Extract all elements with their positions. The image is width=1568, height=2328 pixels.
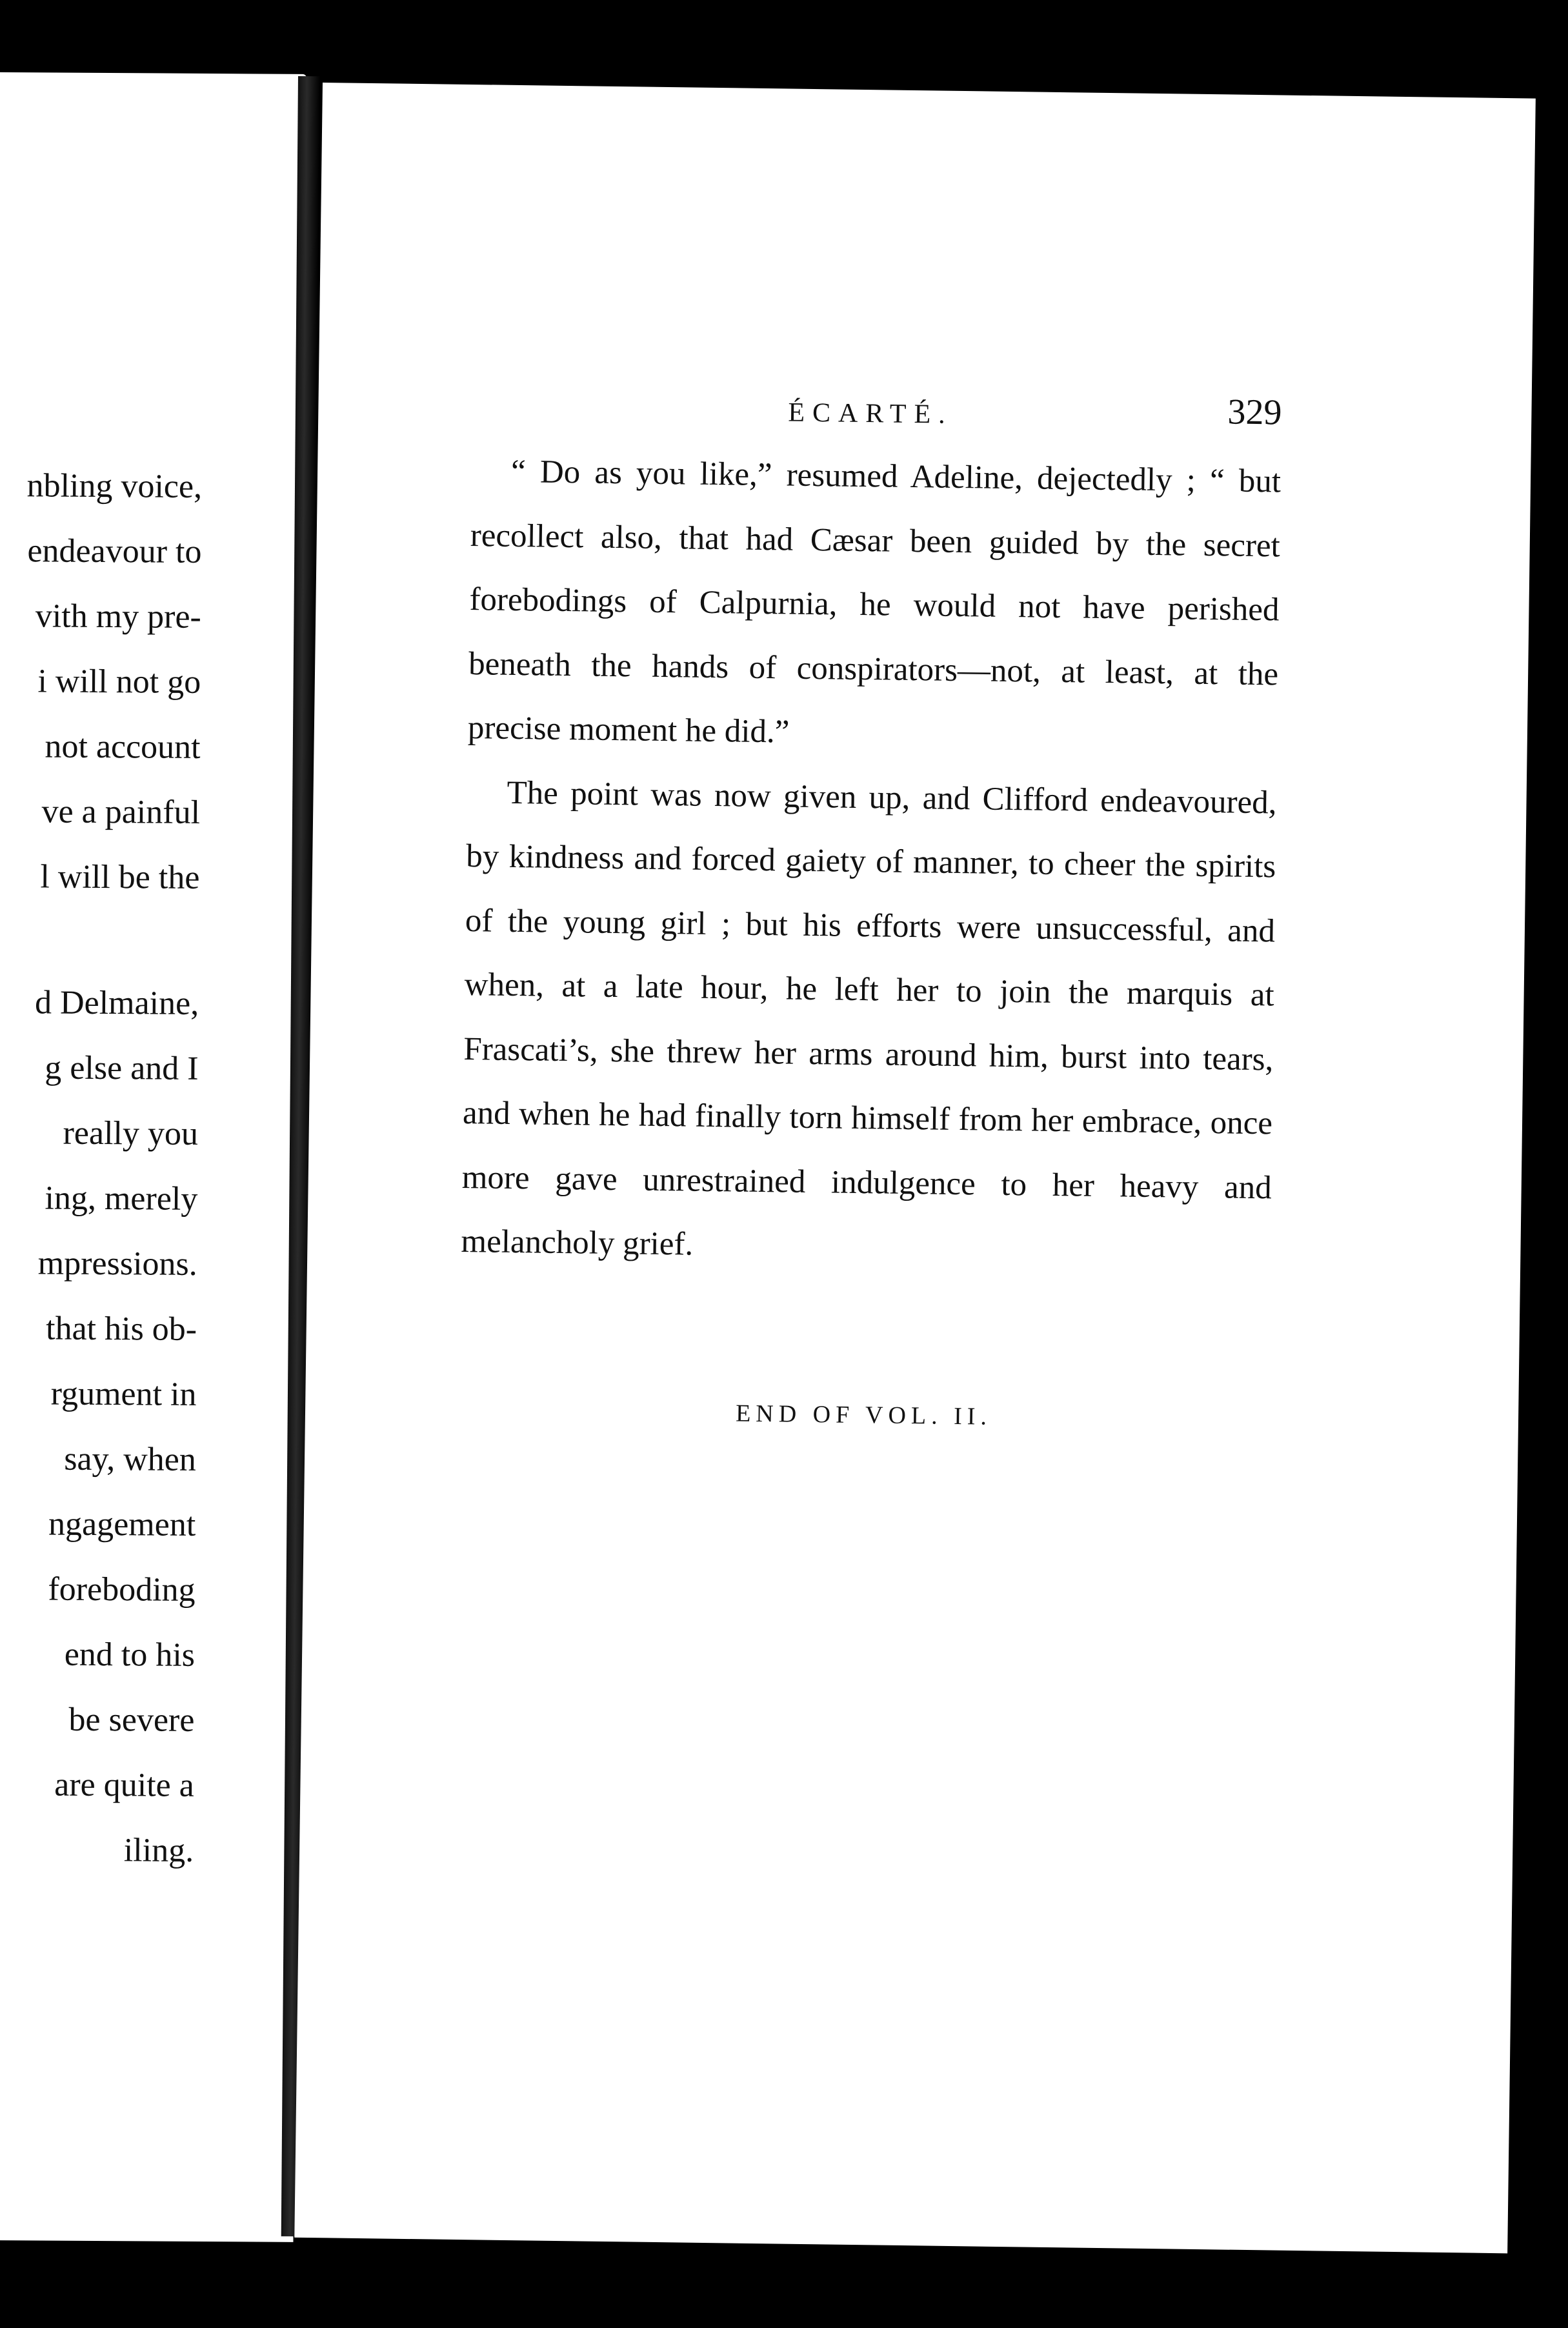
left-line: say, when (64, 1440, 197, 1478)
right-page (294, 83, 1536, 2253)
left-line: l will be the (40, 858, 200, 896)
right-page-content (459, 381, 1282, 1434)
left-line: really you (63, 1114, 199, 1152)
left-line: are quite a (54, 1766, 194, 1804)
left-line-gap (0, 908, 199, 971)
page-edge-curl (113, 2168, 210, 2213)
left-line: iling. (123, 1832, 194, 1869)
left-line: be severe (68, 1701, 195, 1739)
end-of-volume-mark: END OF VOL. II. (735, 1400, 992, 1430)
running-title: ÉCARTÉ. (788, 397, 953, 430)
left-line: i will not go (37, 663, 201, 701)
left-line: vith my pre- (35, 597, 202, 636)
left-line: mpressions. (37, 1245, 197, 1283)
left-line: end to his (64, 1636, 196, 1674)
paragraph: The point was now given up, and Clifford endeavoured, by kindness and forced gaiety of manner, to cheer the spirits of the young girl ; but his efforts were unsuccessful, and when, at a late hour, he left her to join the marquis at Frascati’s, she threw her arms around him, burst into tears, and when he had finally torn himself from her embrace, once more gave unrestrained indulgence to her heavy and melancholy grief. (461, 774, 1277, 1263)
left-line: rgument in (50, 1375, 197, 1413)
left-line: ngagement (48, 1505, 196, 1543)
left-line: not account (45, 728, 201, 766)
left-page-text (0, 452, 202, 1883)
body-text (461, 439, 1282, 1285)
left-line: foreboding (48, 1570, 196, 1609)
left-line: endeavour to (27, 532, 202, 570)
left-line: nbling voice, (26, 467, 203, 505)
running-head (472, 381, 1282, 450)
left-line: g else and I (45, 1049, 199, 1087)
left-page (0, 72, 307, 2242)
left-line: ing, merely (45, 1179, 198, 1218)
page-number: 329 (1227, 392, 1282, 433)
paragraph: “ Do as you like,” resumed Adeline, dejectedly ; “ but recollect also, that had Cæsar been guided by the secret forebodings of Calpurnia, he would not have perished beneath the hands of conspirators—not, at least, at the precise moment he did.” (467, 453, 1282, 750)
left-line: d Delmaine, (34, 984, 199, 1022)
left-line: that his ob- (45, 1310, 197, 1348)
left-line: ve a painful (41, 793, 201, 831)
